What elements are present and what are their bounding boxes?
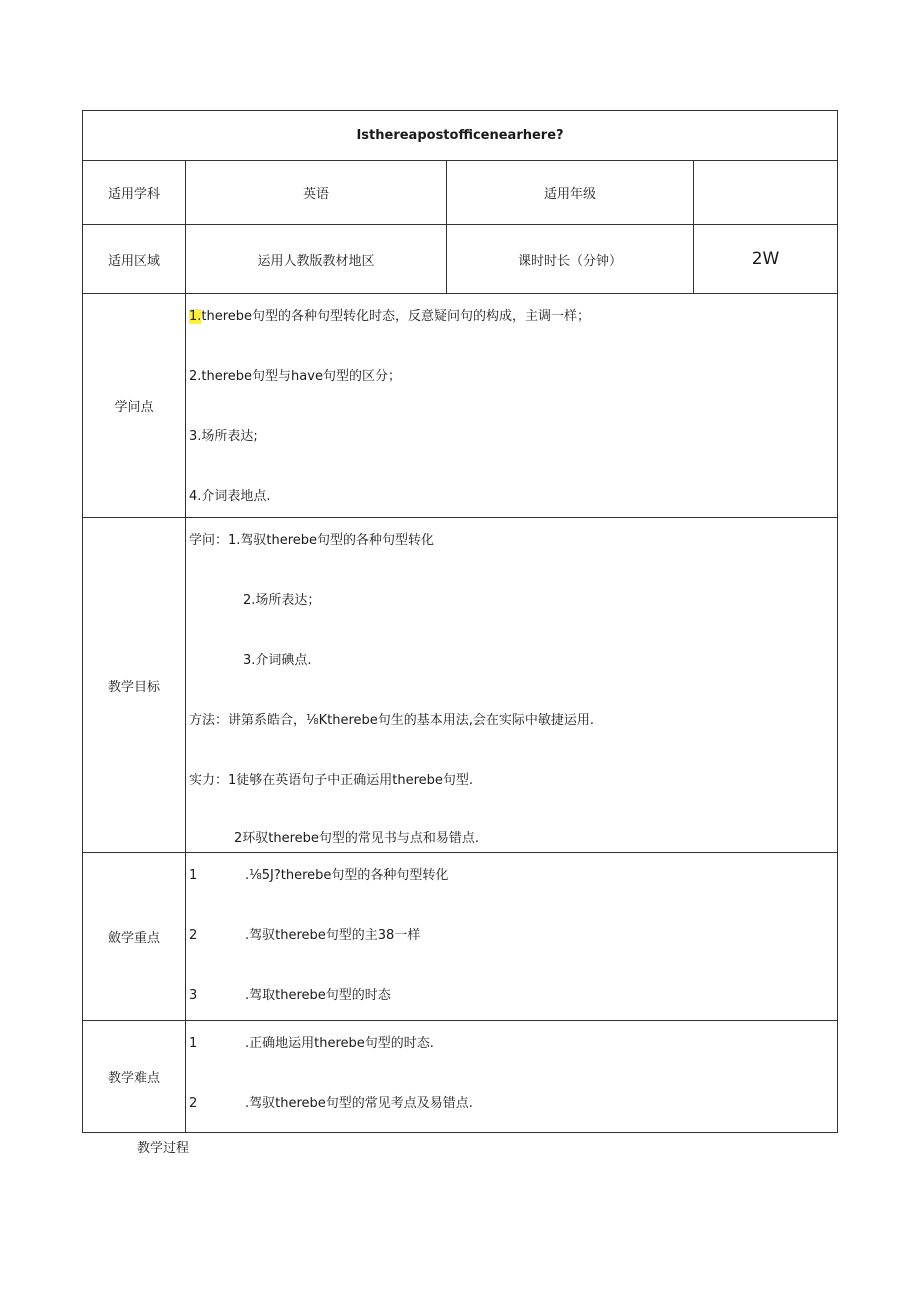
objective-line: 方法：讲第系皓合，⅛Ktherebe句生的基本用法,会在实际中敏捷运用. [189,713,595,728]
objective-line: 学问：1.驾驭therebe句型的各种句型转化 [189,533,435,548]
subject-value: 英语 [186,161,447,225]
duration-label: 课时时长（分钟） [447,225,694,294]
objectives-row [83,518,838,853]
grade-value [694,161,838,225]
difficulty-item: 2 .驾驭therebe句型的常见考点及易错点. [189,1096,473,1111]
region-row [83,225,838,294]
document-title: Isthereapostofficenearhere? [83,111,838,161]
key-points-row [83,853,838,1021]
knowledge-item: 3.场所表达; [189,429,258,444]
knowledge-label: 学问点 [83,294,186,518]
knowledge-item-number: 1. [189,309,202,324]
difficulties-row [83,1021,838,1133]
subject-row [83,161,838,225]
duration-value: 2W [694,225,838,294]
objectives-content [186,518,838,853]
knowledge-item: 4.介词表地点. [189,489,271,504]
knowledge-item: 2.therebe句型与have句型的区分； [189,369,401,384]
objective-line: 实力：1徒够在英语句子中正确运用therebe句型. [189,773,474,788]
key-point-item: 1 .⅛5J?therebe句型的各种句型转化 [189,868,449,883]
region-label: 适用区域 [83,225,186,294]
key-points-label: 斂学重点 [83,853,186,1021]
knowledge-row [83,294,838,518]
objective-line: 3.介词碘点. [243,653,312,668]
key-point-item: 2 .驾驭therebe句型的主38一样 [189,928,421,943]
lesson-plan-table [82,110,838,1133]
objective-line: 2环驭therebe句型的常见书与点和易错点. [234,831,480,846]
key-points-content [186,853,838,1021]
region-value: 运用人教版教材地区 [186,225,447,294]
difficulties-content [186,1021,838,1133]
knowledge-item: 1.therebe句型的各种句型转化时态，反意疑问句的构成，主调一样； [189,309,591,324]
title-row [83,111,838,161]
difficulty-item: 1 .正确地运用therebe句型的时态. [189,1036,434,1051]
difficulties-label: 教学难点 [83,1021,186,1133]
section-heading-teaching-process: 教学过程 [137,1141,190,1156]
subject-label: 适用学科 [83,161,186,225]
objective-line: 2.场所表达； [243,593,321,608]
objectives-label: 教学目标 [83,518,186,853]
grade-label: 适用年级 [447,161,694,225]
knowledge-content [186,294,838,518]
key-point-item: 3 .驾取therebe句型的时态 [189,988,391,1003]
